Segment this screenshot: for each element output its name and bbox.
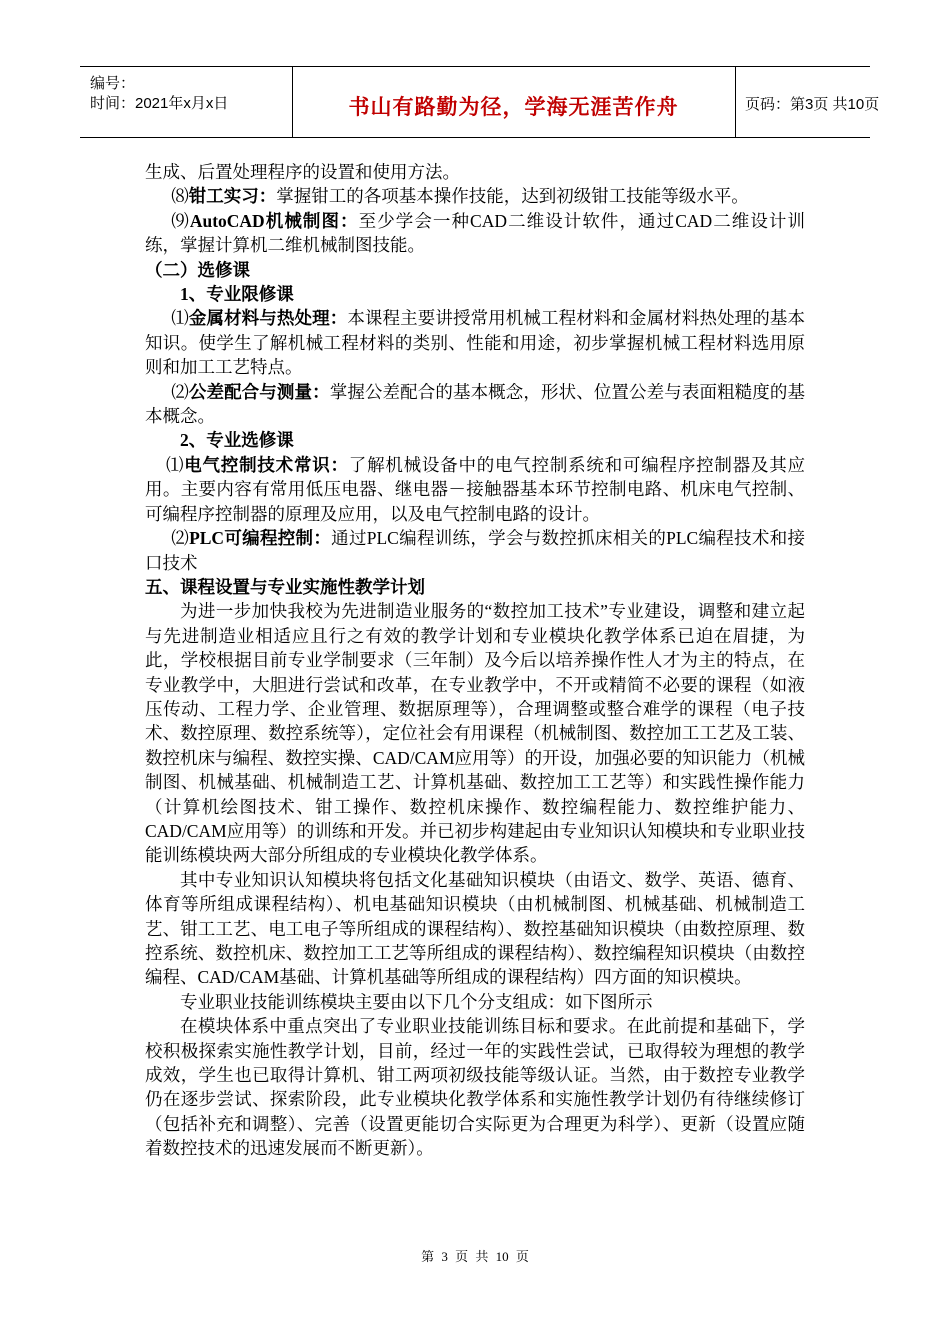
item-title: PLC可编程控制： [189,528,332,549]
paragraph-text: 其中专业知识认知模块将包括文化基础知识模块（由语文、数学、英语、德育、体育等所组成课程结构）、机电基础知识模块（由机械制图、机械基础、机械制造工艺、钳工工艺、电工电子等所组成的课程结构）、数控基础知识模块（由数控原理、数控系统、数控机床、数控加工工艺等所组成的课程结构）、数控编程知识模块（由数控编程、CAD/CAM基础、计算机基础等所组成的课程结构）四方面的知识模块。 [145,869,805,988]
paragraph-p14 [145,990,805,1014]
paragraph-text: 至少学会一种CAD二维设计软件，通过CAD二维设计训练，掌握计算机二维机械制图技能。 [145,210,805,256]
paragraph-p4 [145,258,805,282]
page-footer: 第 3 页 共 10 页 [421,1249,529,1264]
paragraph-text: 1、专业限修课 [180,284,294,305]
paragraph-text: 掌握钳工的各项基本操作技能，达到初级钳工技能等级水平。 [276,186,749,207]
paragraph-p6 [145,306,805,379]
paragraph-text: （二）选修课 [145,259,250,280]
paragraph-text: 专业职业技能训练模块主要由以下几个分支组成：如下图所示 [180,991,653,1012]
item-marker: ⑴ [166,454,185,475]
item-title: 电气控制技术常识： [184,454,349,475]
paragraph-p15 [145,1014,805,1160]
item-title: 金属材料与热处理： [188,308,348,329]
paragraph-text: 了解机械设备中的电气控制系统和可编程序控制器及其应用。主要内容有常用低压电器、继电器－接触器基本环节控制电路、机床电气控制、可编程序控制器的原理及应用，以及电气控制电路的设计。 [145,454,806,524]
paragraph-text: 生成、后置处理程序的设置和使用方法。 [145,162,460,182]
paragraph-p7 [145,380,805,429]
paragraph-text: 在模块体系中重点突出了专业职业技能训练目标和要求。在此前提和基础下，学校积极探索实施性教学计划，目前，经过一年的实践性尝试，已取得较为理想的教学成效，学生也已取得计算机、钳工两项初级技能等级认证。当然，由于数控专业教学仍在逐步尝试、探索阶段，此专业模块化教学体系和实施性教学计划仍有待继续修订（包括补充和调整）、完善（设置更能切合实际更为合理更为科学）、更新（设置应随着数控技术的迅速发展而不断更新）。 [145,1016,805,1159]
item-marker: ⑵ [171,381,189,402]
header-motto: 书山有路勤为径，学海无涯苦作舟 [348,95,679,119]
header-meta-cell [80,67,293,137]
paragraph-p13 [145,868,805,990]
page-header [80,66,880,138]
paragraph-p9 [145,453,805,526]
item-marker: ⑻ [171,186,189,207]
paragraph-text: 掌握公差配合的基本概念，形状、位置公差与表面粗糙度的基本概念。 [145,381,806,427]
header-page-cell [735,67,880,137]
item-marker: ⑵ [171,528,190,549]
header-page-info: 页码：第3页 共10页 [745,96,880,113]
paragraph-p2 [145,184,805,208]
paragraph-text: 为进一步加快我校为先进制造业服务的“数控加工技术”专业建设，调整和建立起与先进制造业相适应且行之有效的教学计划和专业模块化教学体系已迫在眉捷，为此，学校根据目前专业学制要求（三年制）及今后以培养操作性人才为主的特点，在专业教学中，大胆进行尝试和改革，在专业教学中，不开或精简不必要的课程（如液压传动、工程力学、企业管理、数据原理等），合理调整或整合难学的课程（电子技术、数控原理、数控系统等），定位社会有用课程（机械制图、数控加工工艺及工装、数控机床与编程、数控实操、CAD/CAM应用等）的开设，加强必要的知识能力（机械制图、机械基础、机械制造工艺、计算机基础、数控加工工艺等）和实践性操作能力（计算机绘图技术、钳工操作、数控机床操作、数控编程能力、数控维护能力、CAD/CAM应用等）的训练和开发。并已初步构建起由专业知识认知模块和专业职业技能训练模块两大部分所组成的专业模块化教学体系。 [145,601,805,866]
item-marker: ⑴ [171,308,189,329]
header-number: 编号： [90,75,136,92]
paragraph-text: 本课程主要讲授常用机械工程材料和金属材料热处理的基本知识。使学生了解机械工程材料的类别、性能和用途，初步掌握机械工程材料选用原则和加工工艺特点。 [145,308,806,378]
paragraph-p3 [145,209,805,258]
item-title: 钳工实习： [188,186,277,207]
item-title: 公差配合与测量： [188,381,330,402]
paragraph-text: 五、课程设置与专业实施性教学计划 [145,576,425,597]
paragraph-text: 2、专业选修课 [180,430,294,451]
paragraph-p8 [145,428,805,452]
item-title: AutoCAD机械制图： [189,210,359,231]
document-body [145,160,805,1161]
paragraph-p11 [145,575,805,599]
paragraph-p1 [145,160,805,184]
paragraph-p5 [145,282,805,306]
paragraph-p10 [145,526,805,575]
paragraph-text: 通过PLC编程训练，学会与数控抓床相关的PLC编程技术和接口技术 [145,528,806,573]
paragraph-p12 [145,599,805,867]
header-date: 时间：2021年x月x日 [90,95,229,112]
header-motto-cell [292,67,736,137]
item-marker: ⑼ [171,210,190,231]
